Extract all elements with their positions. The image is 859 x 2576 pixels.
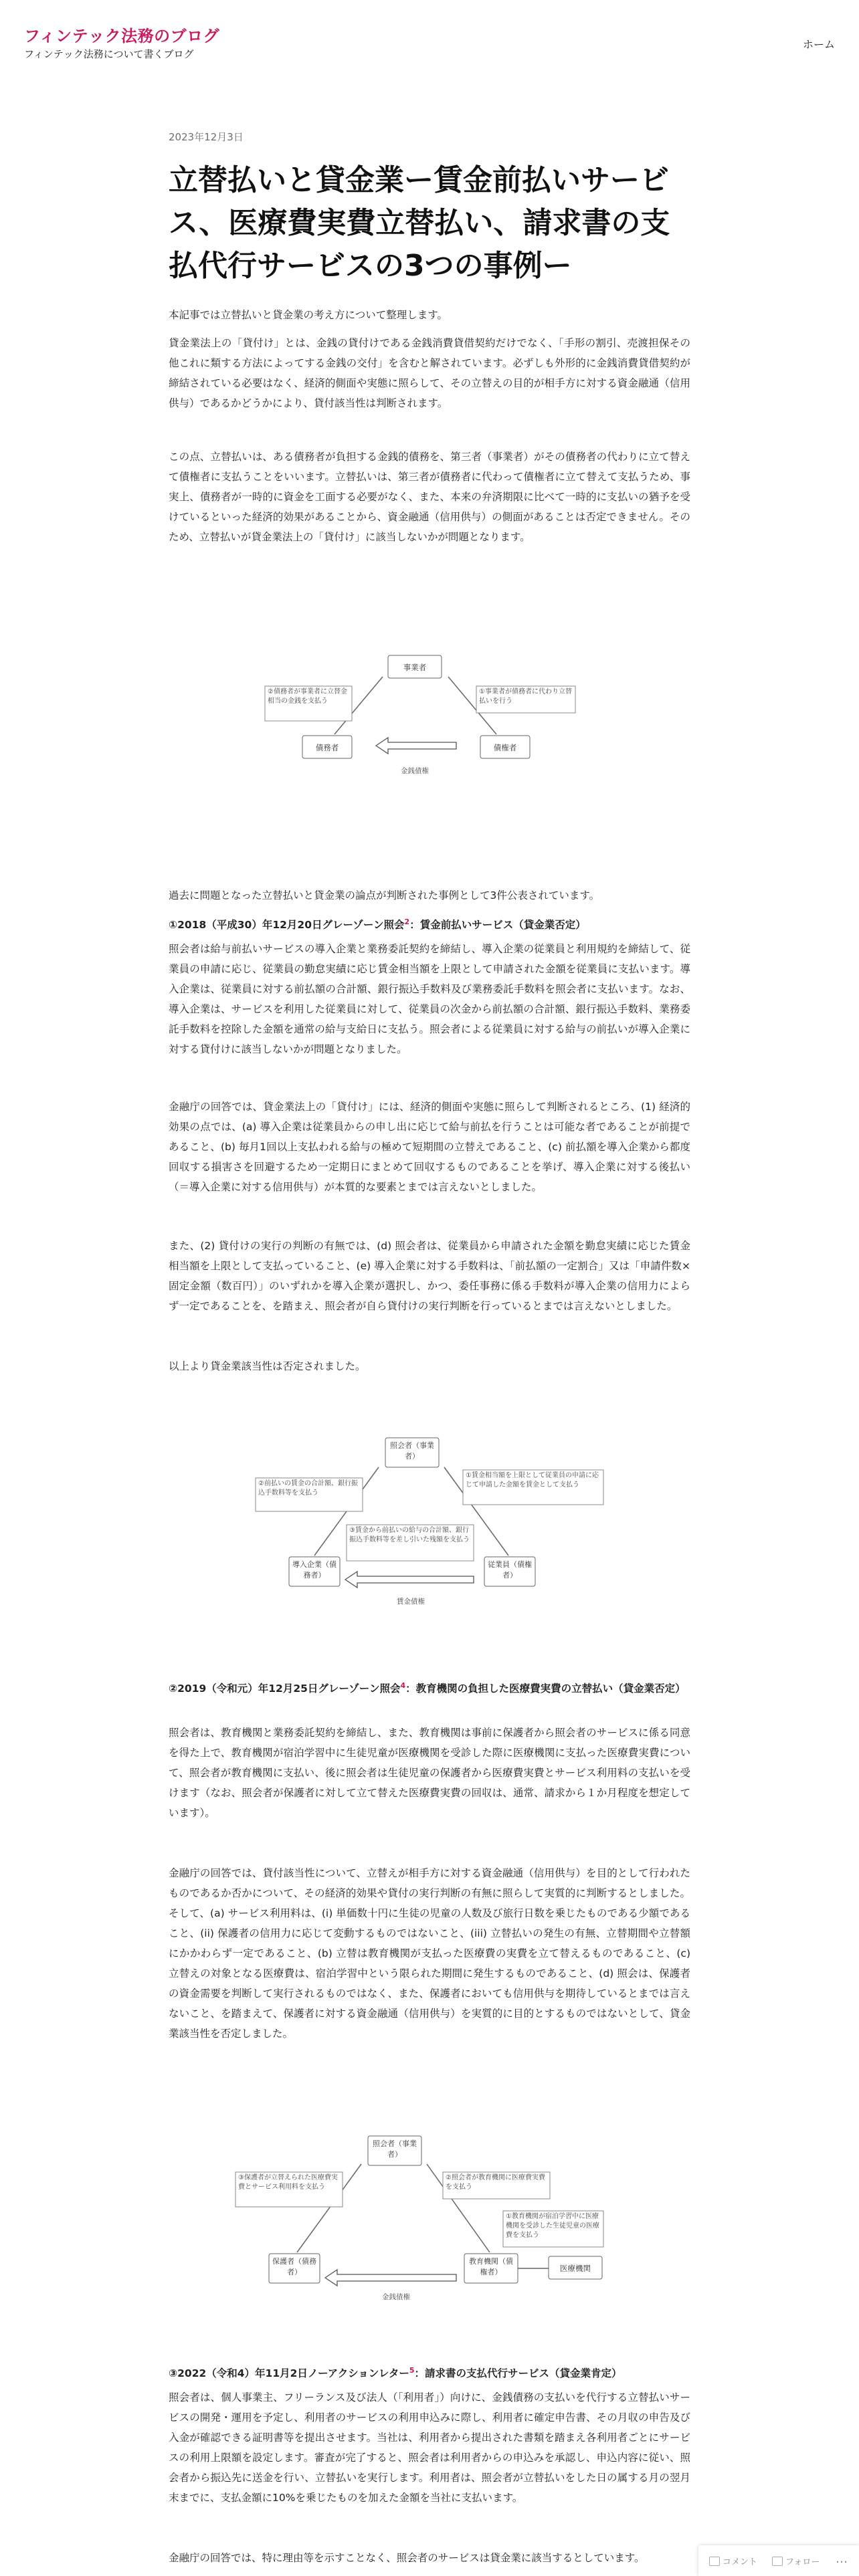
case-1-paragraph-4: 以上より貸金業該当性は否定されました。 <box>169 1360 366 1372</box>
note-left-text: ③保護者が立替えられた医療費実費とサービス利用料を支払う <box>238 2174 338 2191</box>
follow-label: フォロー <box>785 2557 820 2567</box>
case-1-number: ①2018（平成30）年12月20日グレーゾーン照会 <box>169 919 405 932</box>
node-provider-label: 照会者（事業者） <box>373 2139 417 2159</box>
note-far-text: ①教育機関が宿泊学習中に医療機関を受診した生徒児童の医療費を支払う <box>506 2213 599 2239</box>
diagram-medical-expense <box>209 2124 664 2325</box>
follow-icon <box>772 2557 783 2566</box>
note-left-text: ②債務者が事業者に立替金相当の金銭を支払う <box>268 688 347 705</box>
case-3-number: ③2022（令和4）年11月2日ノーアクションレター <box>169 2367 409 2380</box>
site-description: フィンテック法務について書くブログ <box>24 48 194 60</box>
node-debtor-label: 債務者 <box>315 743 339 752</box>
claim-arrow <box>325 2270 456 2286</box>
claim-arrow-label: 賃金債権 <box>397 1598 425 1606</box>
case-1-paragraph-2: 金融庁の回答では、貸金業法上の「貸付け」には、経済的側面や実態に照らして判断されるところ、(1) 経済的効果の点では、(a) 導入企業は従業員からの申し出に応じて給与前払を行うことは可能な者であることが前提であること、(b) 毎月1回以上支払われる給与の極めて短期間の立替えであること、(c) 前払額を導入企業から都度回収する損害さを回避するため一定期日にまとめて回収するものであることを挙げ、導入企業に対する後払い（＝導入企業に対する信用供与）が本質的な要素とまでは言えないとしました。 <box>169 1101 690 1193</box>
note-right-text: ①事業者が債務者に代わり立替払いを行う <box>479 688 572 705</box>
note-right-text: ②照会者が教育機関に医療費実費を支払う <box>446 2174 545 2191</box>
intro-paragraph-2: 貸金業法上の「貸付け」とは、金銭の貸付けである金銭消費貸借契約だけでなく、「手形の割引、売渡担保その他これに類する方法によってする金銭の交付」を含むと解されています。必ずしも外形的に金銭消費貸借契約が締結されている必要はなく、経済的側面や実態に照らして、その立替えの目的が相手方に対する資金融通（信用供与）であるかどうかにより、貸付該当性は判断されます。 <box>169 337 690 409</box>
nav-home-link[interactable]: ホーム <box>803 38 836 51</box>
node-school-label: 教育機関（債権者） <box>469 2257 513 2276</box>
node-business-label: 事業者 <box>403 663 427 672</box>
note-left-text: ②前払いの賃金の合計額、銀行振込手数料等を支払う <box>258 1480 358 1497</box>
node-company-label: 導入企業（債務者） <box>292 1560 337 1580</box>
case-3-paragraph-2: 金融庁の回答では、特に理由等を示すことなく、照会者のサービスは貸金業に該当するとしています。 <box>169 2552 645 2564</box>
case-2-number: ②2019（令和元）年12月25日グレーゾーン照会 <box>169 1683 401 1695</box>
diagram-2-svg <box>235 1424 624 1625</box>
case-1-paragraph-1: 照会者は給与前払いサービスの導入企業と業務委託契約を締結し、導入企業の従業員と利用規約を締結して、従業員の申請に応じ、従業員の勤怠実績に応じ賃金相当額を上限として申請された金額を従業員に支払います。導入企業は、従業員に対する前払額の合計額、銀行振込手数料及び業務委託手数料を照会者に支払います。なお、導入企業は、サービスを利用した従業員に対して、従業員の次金から前払額の合計額、銀行振込手数料、業務委託手数料を控除した金額を通常の給与支給日に支払う。照会者による従業員に対する給与の前払いが導入企業に対する貸付けに該当しないかが問題となりました。 <box>169 943 690 1055</box>
diagram-1-svg <box>235 642 624 816</box>
node-guardian-label: 保護者（債務者） <box>272 2257 316 2276</box>
claim-arrow <box>345 1572 474 1588</box>
case-3-subtitle: ：請求書の支払代行サービス（貸金業肯定） <box>414 2367 622 2380</box>
case-1-heading <box>169 912 690 935</box>
claim-arrow <box>376 738 456 754</box>
intro-paragraph-1: 本記事では立替払いと貸金業の考え方について整理します。 <box>169 309 448 321</box>
case-3-paragraph-1: 照会者は、個人事業主、フリーランス及び法人（「利用者」）向けに、金銭債務の支払いを代行する立替払いサービスの開発・運用を予定し、利用者のサービスの利用申込みに際し、利用者に確定申告書、その月収の申告及び入金が確認できる証明書等を提出させます。当社は、利用者から提出された書類を踏まえ各利用者ごとにサービスの利用上限額を設定します。審査が完了すると、照会者は利用者からの申込みを承認し、申込内容に従い、照会者から振込先に送金を行い、立替払いを実行します。利用者は、照会者が立替払いをした日の属する月の翌月末までに、支払金額に10%を乗じたものを加えた金額を当社に支払います。 <box>169 2391 690 2504</box>
post-date: 2023年12月3日 <box>169 131 244 143</box>
case-2-footnote[interactable]: 4 <box>400 1681 406 1690</box>
case-1-subtitle: ：賃金前払いサービス（貸金業否定） <box>409 919 586 932</box>
comment-icon <box>709 2557 720 2566</box>
node-employee-label: 従業員（債権者） <box>488 1560 532 1580</box>
case-2-paragraph-1: 照会者は、教育機関と業務委託契約を締結し、また、教育機関は事前に保護者から照会者のサービスに係る同意を得た上で、教育機関が宿泊学習中に生徒児童が医療機関を受診した際に医療機関に支払った医療費実費について、照会者が教育機関に支払い、後に照会者は生徒児童の保護者から医療費実費とサービス利用料の支払いを受けます（なお、照会者が保護者に対して立て替えた医療費実費の回収は、通常、請求から１か月程度を想定しています）。 <box>169 1727 690 1819</box>
case-1-paragraph-3: また、(2) 貸付けの実行の判断の有無では、(d) 照会者は、従業員から申請された金額を勤怠実績に応じた賃金相当額を上限として支払っていること、(e) 導入企業に対する手数料は、「前払額の一定割合」又は「申請件数×固定金額（数百円）」のいずれかを導入企業が選択し、かつ、委任事務に係る手数料が導入企業の信用力によらず一定であることを、を踏まえ、照会者が自ら貸付けの実行判断を行っているとまでは言えないとしました。 <box>169 1240 690 1312</box>
site-header <box>0 0 859 80</box>
claim-arrow-label: 金銭債権 <box>401 767 429 775</box>
case-2-heading <box>169 1676 690 1699</box>
note-right-text: ①賃金相当額を上限として従業員の申請に応じて申請した金額を賃金として支払う <box>466 1472 599 1489</box>
intro-paragraph-4: 過去に問題となった立替払いと貸金業の論点が判断された事例として3件公表されています。 <box>169 889 600 901</box>
case-3-footnote[interactable]: 5 <box>409 2366 415 2375</box>
case-3-heading <box>169 2361 690 2383</box>
more-button[interactable]: … <box>836 2552 848 2566</box>
claim-arrow-label: 金銭債権 <box>382 2293 410 2301</box>
node-hospital-label: 医療機関 <box>560 2264 591 2273</box>
diagram-basic-reimbursement <box>235 642 624 816</box>
floating-action-bar <box>698 2545 859 2576</box>
comment-label: コメント <box>723 2557 758 2567</box>
diagram-wage-advance <box>235 1424 624 1625</box>
note-center-text: ③賃金から前払いの給与の合計額、銀行振込手数料等を差し引いた残額を支払う <box>349 1527 470 1543</box>
case-2-subtitle: ：教育機関の負担した医療費実費の立替払い（貸金業否定） <box>405 1683 686 1695</box>
follow-button[interactable] <box>772 2555 820 2567</box>
diagram-3-svg <box>209 2124 664 2325</box>
case-1-footnote[interactable]: 2 <box>404 918 410 926</box>
intro-paragraph-3: この点、立替払いは、ある債務者が負担する金銭的債務を、第三者（事業者）がその債務者の代わりに立て替えて債権者に支払うことをいいます。立替払いは、第三者が債務者に代わって債権者に立て替えて支払うため、事実上、債務者が一時的に資金を工面する必要がなく、また、本来の弁済期限に比べて一時的に支払いの猶予を受けているといった経済的効果があることから、資金融通（信用供与）の側面があることは否定できません。そのため、立替払いが貸金業法上の「貸付け」に該当しないかが問題となります。 <box>169 451 690 543</box>
case-2-paragraph-2: 金融庁の回答では、貸付該当性について、立替えが相手方に対する資金融通（信用供与）を目的として行われたものであるか否かについて、その経済的効果や貸付の実行判断の有無に照らして実質的に判断するとしました。そして、(a) サービス利用料は、(i) 単価数十円に生徒の児童の人数及び旅行日数を乗じたものである少額であること、(ii) 保護者の信用力に応じて変動するものではないこと、(iii) 立替払いの発生の有無、立替期間や立替額にかかわらず一定であること、(b) 立替は教育機関が支払った医療費の実費を立て替えるものであること、(c) 立替えの対象となる医療費は、宿泊学習中という限られた期間に発生するものであること、(d) 照会は、保護者の資金需要を判断して実行されるものではなく、また、保護者においても信用供与を期待しているとまでは言えないこと、を踏まえて、保護者に対する資金融通（信用供与）を実質的に目的とするものではないとして、貸金業該当性を否定しました。 <box>169 1867 690 2040</box>
node-creditor-label: 債権者 <box>493 743 517 752</box>
comment-button[interactable] <box>709 2555 757 2567</box>
post-title: 立替払いと貸金業ー賃金前払いサービス、医療費実費立替払い、請求書の支払代行サービスの3つの事例ー <box>169 163 670 283</box>
node-provider-label: 照会者（事業者） <box>390 1441 434 1461</box>
site-title-link[interactable]: フィンテック法務のブログ <box>24 27 220 45</box>
